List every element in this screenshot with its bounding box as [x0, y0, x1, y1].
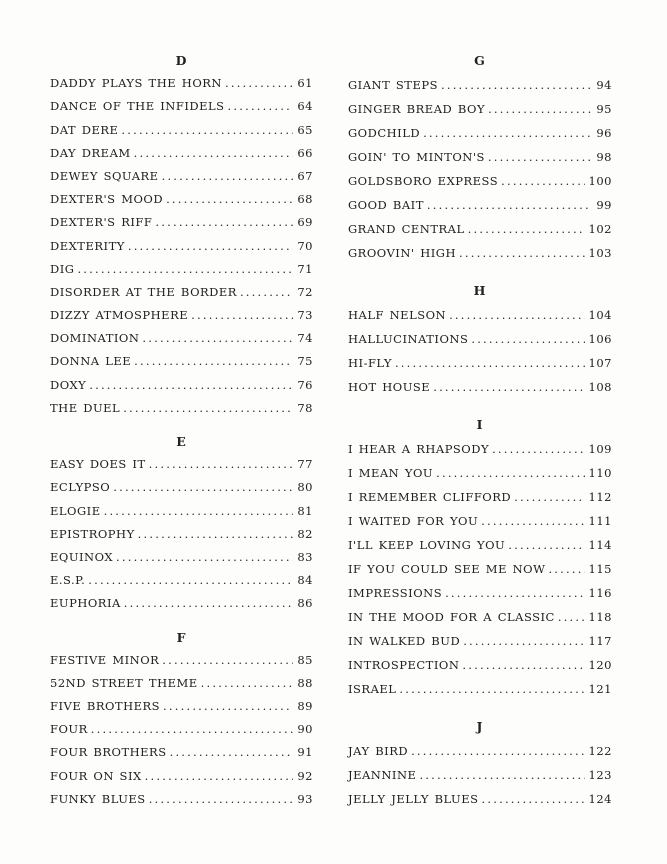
- dot-leader: [419, 763, 584, 787]
- dot-leader: [225, 72, 293, 95]
- toc-section: [348, 279, 612, 399]
- page-number: 64: [297, 99, 313, 114]
- toc-entry: [348, 241, 612, 265]
- toc-entry-list: [348, 437, 612, 701]
- section-letter-heading: J: [476, 719, 484, 734]
- toc-entry: [50, 718, 313, 741]
- song-title: DEXTER'S MOOD: [50, 192, 164, 207]
- toc-entry: [50, 695, 313, 718]
- song-title: I MEAN YOU: [348, 466, 434, 480]
- toc-entry: [348, 557, 612, 581]
- dot-leader: [170, 741, 294, 764]
- page-number: 80: [297, 480, 313, 495]
- page-number: 66: [297, 145, 313, 160]
- dot-leader: [124, 592, 294, 615]
- toc-entry: [50, 188, 313, 211]
- page-number: 68: [297, 192, 313, 207]
- song-title: IN WALKED BUD: [348, 634, 461, 648]
- page-number: 100: [588, 174, 612, 188]
- song-title: DOXY: [50, 377, 87, 392]
- toc-entry: [348, 351, 612, 375]
- song-title: FOUR: [50, 722, 88, 737]
- page-number: 124: [588, 792, 612, 806]
- dot-leader: [166, 188, 293, 211]
- song-title: EASY DOES IT: [50, 457, 146, 472]
- dot-leader: [463, 629, 584, 653]
- song-title: HALF NELSON: [348, 308, 447, 322]
- song-title: GROOVIN' HIGH: [348, 246, 457, 260]
- page-number: 75: [297, 354, 313, 369]
- toc-entry: [50, 72, 313, 95]
- toc-entry-list: [348, 303, 612, 399]
- page-number: 122: [588, 744, 612, 758]
- dot-leader: [436, 461, 584, 485]
- toc-entry: [50, 211, 313, 234]
- toc-entry: [348, 169, 612, 193]
- song-title: ISRAEL: [348, 682, 397, 696]
- toc-entry: [348, 677, 612, 701]
- dot-leader: [399, 677, 584, 701]
- song-title: JAY BIRD: [348, 744, 409, 758]
- toc-entry: [50, 119, 313, 142]
- dot-leader: [162, 649, 293, 672]
- page-number: 85: [297, 652, 313, 667]
- song-title: FOUR ON SIX: [50, 768, 142, 783]
- toc-entry: [50, 281, 313, 304]
- song-title: GRAND CENTRAL: [348, 222, 465, 236]
- toc-entry: [50, 788, 313, 811]
- toc-entry: [50, 235, 313, 258]
- song-title: IMPRESSIONS: [348, 586, 443, 600]
- dot-leader: [482, 787, 585, 811]
- page-number: 77: [297, 457, 313, 472]
- dot-leader: [433, 375, 584, 399]
- toc-section: [348, 715, 612, 811]
- song-title: EQUINOX: [50, 549, 114, 564]
- song-title: JELLY JELLY BLUES: [348, 792, 479, 806]
- page-number: 110: [588, 466, 612, 480]
- dot-leader: [468, 217, 585, 241]
- page-number: 84: [297, 573, 313, 588]
- dot-leader: [240, 281, 293, 304]
- dot-leader: [481, 509, 584, 533]
- toc-entry: [348, 73, 612, 97]
- toc-entry: [348, 145, 612, 169]
- toc-entry: [50, 397, 313, 420]
- toc-entry: [50, 142, 313, 165]
- song-title: DOMINATION: [50, 331, 140, 346]
- song-title: I HEAR A RHAPSODY: [348, 442, 490, 456]
- dot-leader: [116, 546, 293, 569]
- song-title: EPISTROPHY: [50, 526, 135, 541]
- song-title: INTROSPECTION: [348, 658, 460, 672]
- page-number: 61: [297, 76, 313, 91]
- dot-leader: [88, 569, 293, 592]
- song-title: IN THE MOOD FOR A CLASSIC: [348, 610, 555, 624]
- dot-leader: [149, 453, 294, 476]
- toc-entry: [50, 476, 313, 499]
- page-number: 71: [297, 261, 313, 276]
- dot-leader: [558, 605, 585, 629]
- song-title: THE DUEL: [50, 400, 121, 415]
- page-number: 106: [588, 332, 612, 346]
- page-number: 121: [588, 682, 612, 696]
- dot-leader: [77, 258, 293, 281]
- toc-entry: [50, 95, 313, 118]
- dot-leader: [548, 557, 584, 581]
- page-number: 92: [297, 768, 313, 783]
- dot-leader: [91, 718, 294, 741]
- song-title: E.S.P.: [50, 573, 86, 588]
- toc-entry-list: [348, 739, 612, 811]
- toc-entry: [50, 546, 313, 569]
- song-title: 52ND STREET THEME: [50, 675, 198, 690]
- song-title: GINGER BREAD BOY: [348, 102, 486, 116]
- toc-entry: [348, 437, 612, 461]
- dot-leader: [104, 500, 294, 523]
- toc-entry: [50, 569, 313, 592]
- dot-leader: [138, 523, 294, 546]
- toc-entry: [348, 217, 612, 241]
- toc-entry: [348, 193, 612, 217]
- dot-leader: [445, 581, 584, 605]
- page-number: 83: [297, 549, 313, 564]
- toc-entry: [348, 605, 612, 629]
- song-title: FOUR BROTHERS: [50, 745, 167, 760]
- song-title: GOLDSBORO EXPRESS: [348, 174, 499, 188]
- page-number: 94: [596, 78, 612, 92]
- page-number: 96: [596, 126, 612, 140]
- dot-leader: [501, 169, 584, 193]
- toc-entry: [348, 121, 612, 145]
- song-title: DIZZY ATMOSPHERE: [50, 308, 189, 323]
- section-letter-heading: E: [176, 434, 187, 449]
- section-letter-heading: F: [176, 629, 187, 645]
- dot-leader: [89, 374, 293, 397]
- toc-entry: [348, 533, 612, 557]
- page-number: 108: [588, 380, 612, 394]
- page-number: 104: [588, 308, 612, 322]
- dot-leader: [162, 165, 294, 188]
- dot-leader: [123, 397, 293, 420]
- dot-leader: [191, 304, 293, 327]
- toc-entry: [50, 350, 313, 373]
- song-title: DIG: [50, 261, 75, 276]
- song-title: GIANT STEPS: [348, 78, 438, 92]
- page-number: 91: [297, 745, 313, 760]
- song-title: FIVE BROTHERS: [50, 699, 161, 714]
- page-number: 90: [297, 722, 313, 737]
- toc-entry-list: [50, 649, 313, 811]
- toc-entry: [50, 500, 313, 523]
- toc-column-left: [50, 49, 313, 811]
- toc-section: [50, 430, 313, 616]
- dot-leader: [395, 351, 585, 375]
- song-title: DEXTERITY: [50, 238, 125, 253]
- toc-section: [348, 413, 612, 701]
- page-number: 114: [588, 538, 612, 552]
- song-title: DEWEY SQUARE: [50, 168, 159, 183]
- dot-leader: [163, 695, 293, 718]
- toc-entry-list: [50, 453, 313, 615]
- page-number: 76: [297, 377, 313, 392]
- dot-leader: [488, 145, 592, 169]
- page-number: 112: [588, 490, 612, 504]
- toc-entry: [50, 304, 313, 327]
- page-number: 109: [588, 442, 612, 456]
- song-title: DONNA LEE: [50, 354, 132, 369]
- dot-leader: [134, 142, 294, 165]
- dot-leader: [514, 485, 584, 509]
- toc-section: [348, 49, 612, 265]
- song-title: DADDY PLAYS THE HORN: [50, 76, 222, 91]
- section-letter-heading: I: [476, 417, 484, 432]
- page-number: 69: [297, 215, 313, 230]
- dot-leader: [471, 327, 584, 351]
- page-number: 81: [297, 503, 313, 518]
- toc-entry: [50, 592, 313, 615]
- dot-leader: [441, 73, 592, 97]
- page-number: 88: [297, 675, 313, 690]
- page-number: 103: [588, 246, 612, 260]
- page-number: 107: [588, 356, 612, 370]
- page-number: 115: [588, 562, 612, 576]
- song-title: ECLYPSO: [50, 480, 111, 495]
- song-title: HALLUCINATIONS: [348, 332, 469, 346]
- toc-entry: [348, 739, 612, 763]
- song-title: HOT HOUSE: [348, 380, 431, 394]
- toc-entry: [348, 303, 612, 327]
- toc-entry: [348, 461, 612, 485]
- song-title: JEANNINE: [348, 768, 417, 782]
- page-number: 98: [596, 150, 612, 164]
- page-number: 95: [596, 102, 612, 116]
- toc-entry: [50, 327, 313, 350]
- dot-leader: [423, 121, 592, 145]
- page-number: 82: [297, 526, 313, 541]
- section-letter-heading: H: [473, 283, 487, 298]
- dot-leader: [134, 350, 293, 373]
- dot-leader: [228, 95, 294, 118]
- toc-entry: [50, 741, 313, 764]
- section-letter-heading: D: [175, 53, 188, 68]
- page-number: 65: [297, 122, 313, 137]
- section-letter-heading: G: [474, 53, 486, 68]
- toc-entry: [348, 97, 612, 121]
- dot-leader: [142, 327, 293, 350]
- page-number: 89: [297, 699, 313, 714]
- toc-entry: [50, 672, 313, 695]
- toc-entry: [348, 653, 612, 677]
- song-title: DAT DERE: [50, 122, 119, 137]
- toc-entry: [50, 649, 313, 672]
- toc-entry-list: [348, 73, 612, 265]
- dot-leader: [128, 235, 294, 258]
- page-number: 74: [297, 331, 313, 346]
- dot-leader: [508, 533, 584, 557]
- toc-entry: [50, 165, 313, 188]
- page-number: 111: [588, 514, 612, 528]
- page-number: 86: [297, 596, 313, 611]
- page-number: 102: [588, 222, 612, 236]
- toc-entry: [348, 629, 612, 653]
- toc-column-right: [348, 49, 612, 811]
- toc-columns: [50, 49, 612, 811]
- toc-entry-list: [50, 72, 313, 420]
- page-number: 78: [297, 400, 313, 415]
- song-title: DANCE OF THE INFIDELS: [50, 99, 225, 114]
- page-number: 117: [588, 634, 612, 648]
- toc-entry: [348, 581, 612, 605]
- dot-leader: [488, 97, 592, 121]
- song-title: DISORDER AT THE BORDER: [50, 284, 237, 299]
- song-title: GOOD BAIT: [348, 198, 424, 212]
- toc-entry: [50, 258, 313, 281]
- toc-entry: [348, 327, 612, 351]
- song-title: DAY DREAM: [50, 145, 131, 160]
- toc-entry: [348, 763, 612, 787]
- song-title: GODCHILD: [348, 126, 421, 140]
- toc-section: [50, 49, 313, 420]
- dot-leader: [149, 788, 294, 811]
- toc-entry: [348, 375, 612, 399]
- song-title: GOIN' TO MINTON'S: [348, 150, 485, 164]
- page-number: 93: [297, 791, 313, 806]
- toc-entry: [348, 485, 612, 509]
- dot-leader: [145, 765, 294, 788]
- dot-leader: [201, 672, 294, 695]
- dot-leader: [427, 193, 592, 217]
- toc-entry: [50, 523, 313, 546]
- song-title: I REMEMBER CLIFFORD: [348, 490, 512, 504]
- toc-entry: [50, 374, 313, 397]
- page-number: 120: [588, 658, 612, 672]
- toc-entry: [50, 765, 313, 788]
- song-title: EUPHORIA: [50, 596, 121, 611]
- page-number: 72: [297, 284, 313, 299]
- song-title: HI-FLY: [348, 356, 392, 370]
- song-title: DEXTER'S RIFF: [50, 215, 153, 230]
- dot-leader: [155, 211, 293, 234]
- toc-entry: [348, 509, 612, 533]
- page-number: 99: [596, 198, 612, 212]
- song-title: FUNKY BLUES: [50, 791, 146, 806]
- toc-section: [50, 626, 313, 812]
- page-number: 70: [297, 238, 313, 253]
- page-number: 123: [588, 768, 612, 782]
- dot-leader: [121, 119, 293, 142]
- toc-entry: [348, 787, 612, 811]
- dot-leader: [459, 241, 585, 265]
- song-title: IF YOU COULD SEE ME NOW: [348, 562, 546, 576]
- page-number: 118: [588, 610, 612, 624]
- dot-leader: [492, 437, 584, 461]
- dot-leader: [113, 476, 293, 499]
- song-title: FESTIVE MINOR: [50, 652, 160, 667]
- song-title: I WAITED FOR YOU: [348, 514, 479, 528]
- song-title: ELOGIE: [50, 503, 101, 518]
- dot-leader: [462, 653, 584, 677]
- page-number: 116: [588, 586, 612, 600]
- page-number: 67: [297, 168, 313, 183]
- page-number: 73: [297, 308, 313, 323]
- dot-leader: [449, 303, 584, 327]
- song-title: I'LL KEEP LOVING YOU: [348, 538, 506, 552]
- dot-leader: [411, 739, 584, 763]
- toc-entry: [50, 453, 313, 476]
